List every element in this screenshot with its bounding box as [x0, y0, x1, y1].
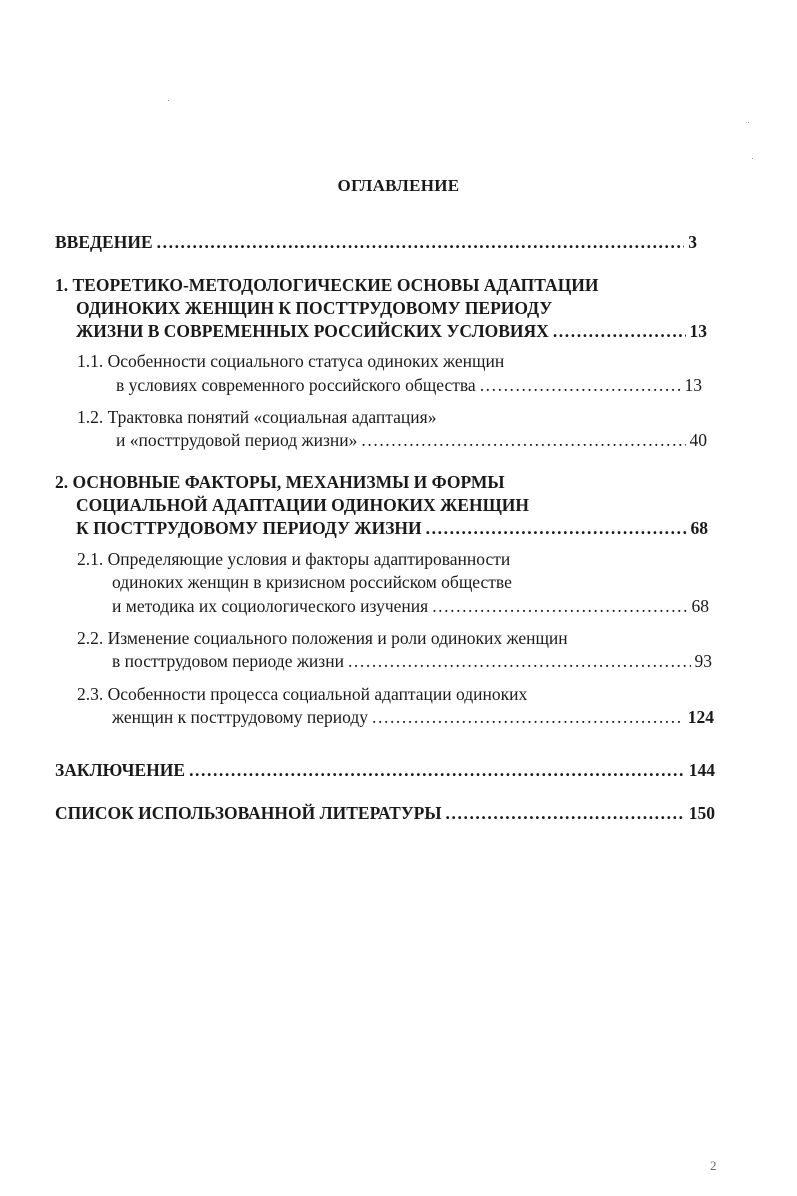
toc-page-number: 13 — [689, 321, 707, 341]
toc-section-1-2-line-2 — [116, 427, 707, 453]
dot-leader — [480, 372, 681, 398]
toc-section-2-1-line-3 — [112, 593, 709, 619]
toc-entry-label: и методика их социологического изучения — [112, 596, 429, 616]
toc-page-number: 3 — [688, 232, 697, 252]
toc-section-1-2-line-1: 1.2. Трактовка понятий «социальная адаптация» — [77, 407, 437, 427]
toc-page-number: 144 — [688, 760, 715, 780]
toc-section-2-3-line-2 — [112, 704, 714, 730]
toc-chapter-1-line-2: ОДИНОКИХ ЖЕНЩИН К ПОСТТРУДОВОМУ ПЕРИОДУ — [76, 298, 553, 318]
toc-entry-label: в посттрудовом периоде жизни — [112, 651, 344, 671]
toc-entry-label: женщин к посттрудовому периоду — [112, 707, 369, 727]
page-number: 2 — [710, 1158, 717, 1173]
toc-chapter-2-line-3 — [76, 515, 708, 541]
toc-section-2-2-line-1: 2.2. Изменение социального положения и роли одиноких женщин — [77, 628, 568, 648]
scan-speck — [752, 158, 753, 159]
dot-leader — [189, 757, 685, 783]
toc-section-2-1-line-2: одиноких женщин в кризисном российском обществе — [112, 572, 512, 592]
toc-entry-label: ЖИЗНИ В СОВРЕМЕННЫХ РОССИЙСКИХ УСЛОВИЯХ — [76, 321, 549, 341]
toc-page-number: 150 — [688, 803, 715, 823]
toc-entry-conclusion — [55, 757, 715, 783]
toc-page-number: 68 — [691, 596, 709, 616]
toc-page-number: 40 — [689, 430, 707, 450]
dot-leader — [446, 800, 685, 826]
toc-entry-references — [55, 800, 715, 826]
dot-leader — [426, 515, 687, 541]
toc-entry-intro — [55, 229, 697, 255]
toc-section-2-2-line-2 — [112, 648, 712, 674]
dot-leader — [361, 427, 685, 453]
toc-chapter-2-line-1: 2. ОСНОВНЫЕ ФАКТОРЫ, МЕХАНИЗМЫ И ФОРМЫ — [55, 472, 505, 492]
dot-leader — [553, 318, 686, 344]
dot-leader — [372, 704, 684, 730]
toc-section-1-1-line-1: 1.1. Особенности социального статуса одиноких женщин — [77, 351, 505, 371]
toc-entry-label: ВВЕДЕНИЕ — [55, 232, 153, 252]
dot-leader — [157, 229, 685, 255]
toc-chapter-1-line-3 — [76, 318, 707, 344]
toc-entry-label: ЗАКЛЮЧЕНИЕ — [55, 760, 186, 780]
toc-entry-label: и «посттрудовой период жизни» — [116, 430, 358, 450]
toc-section-2-3-line-1: 2.3. Особенности процесса социальной адаптации одиноких — [77, 684, 528, 704]
toc-chapter-1-line-1: 1. ТЕОРЕТИКО-МЕТОДОЛОГИЧЕСКИЕ ОСНОВЫ АДАПТАЦИИ — [55, 275, 599, 295]
toc-entry-label: К ПОСТТРУДОВОМУ ПЕРИОДУ ЖИЗНИ — [76, 518, 422, 538]
toc-section-1-1-line-2 — [116, 372, 702, 398]
toc-entry-label: СПИСОК ИСПОЛЬЗОВАННОЙ ЛИТЕРАТУРЫ — [55, 803, 442, 823]
scan-speck — [168, 100, 169, 101]
toc-page-number: 93 — [694, 651, 712, 671]
toc-entry-label: в условиях современного российского общества — [116, 375, 476, 395]
toc-page-number: 68 — [690, 518, 708, 538]
scan-speck — [748, 122, 749, 123]
toc-page-number: 124 — [687, 707, 714, 727]
page-title: ОГЛАВЛЕНИЕ — [337, 176, 460, 195]
toc-chapter-2-line-2: СОЦИАЛЬНОЙ АДАПТАЦИИ ОДИНОКИХ ЖЕНЩИН — [76, 495, 530, 515]
toc-section-2-1-line-1: 2.1. Определяющие условия и факторы адаптированности — [77, 549, 511, 569]
toc-page-number: 13 — [684, 375, 702, 395]
dot-leader — [348, 648, 691, 674]
dot-leader — [432, 593, 687, 619]
